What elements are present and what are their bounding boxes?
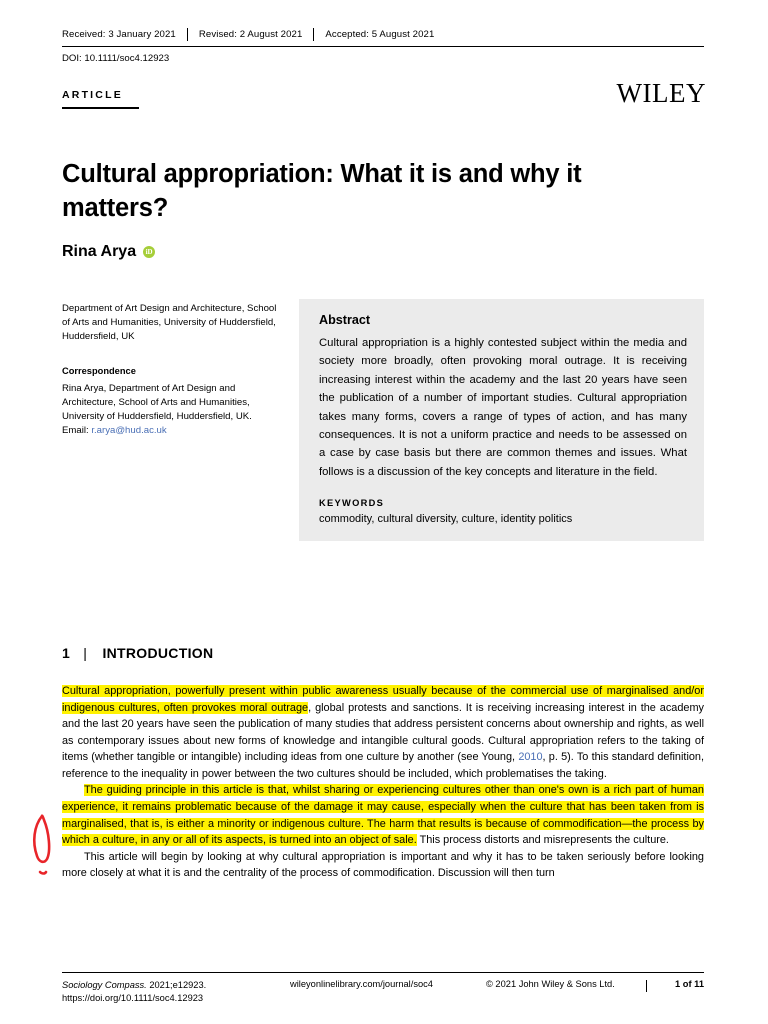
highlight-1: Cultural appropriation, powerfully present within public awareness usually because of the commercial use of marginalised and/or indigenous cultures (62, 685, 704, 714)
correspondence-heading: Correspondence (62, 366, 136, 376)
article-type-underline (62, 107, 139, 109)
highlight-2: often provokes moral outrage (163, 701, 309, 714)
footer-doi-url[interactable]: https://doi.org/10.1111/soc4.12923 (62, 993, 204, 1004)
paragraph-2 (62, 782, 704, 848)
citation-info: 2021;e12923. (146, 980, 207, 990)
paragraph-1 (62, 683, 704, 782)
highlight-3: The guiding principle in this article is that, whilst sharing or experiencing cultures other than one's own is a rich part of human experience, it remains problematic because of the damage it may cause, especially when the culture that has been taken from is marginalised, that is, is either a minority or indigenous culture. The harm that results is because of commodification—the process by which a culture, in any or all of its aspects, is turned into an object of sale. (62, 784, 704, 847)
abstract-text: Cultural appropriation is a highly contested subject within the media and society more broadly, often provoking moral outrage. It is receiving increasing interest within the academy and the last 20 years have seen the publication of a number of important studies. Cultural appropriation takes many forms, covers a range of types of action, and has many consequences. It is not a uniform practice and needs to be assessed on a case by case basis but there are common themes and issues. What follows is a discussion of the key concepts and literature in the field. (319, 337, 687, 478)
email-link[interactable]: r.arya@hud.ac.uk (91, 424, 167, 436)
correspondence-block (62, 382, 280, 438)
section-divider: | (83, 645, 88, 661)
wiley-logo (617, 78, 706, 109)
footer-page-number: 1 of 11 (646, 979, 704, 989)
author-name: Rina Arya (62, 243, 137, 260)
orcid-id-icon[interactable] (143, 246, 155, 258)
abstract-heading: Abstract (319, 313, 371, 327)
correspondence-text: Rina Arya, Department of Art Design and Architecture, School of Arts and Humanities, University of Huddersfield, Huddersfield, UK. (62, 383, 252, 422)
revised-date: Revised: 2 August 2021 (198, 29, 303, 40)
divider (313, 28, 314, 41)
reference-link-young-2010[interactable]: 2010 (518, 751, 543, 764)
journal-name: Sociology Compass. (62, 980, 147, 990)
paragraph-2-rest: This process distorts and misrepresents the culture. (416, 834, 669, 847)
keywords-list: commodity, cultural diversity, culture, identity politics (319, 513, 573, 526)
keywords-heading: KEYWORDS (319, 498, 385, 509)
footer-rule (62, 972, 704, 973)
section-title: INTRODUCTION (102, 645, 214, 661)
header-rule (62, 46, 704, 47)
paragraph-3: This article will begin by looking at why cultural appropriation is important and why it has to be taken seriously before looking more closely at what it is and the centrality of the process of commodification. Discussion will then turn (62, 850, 704, 880)
paragraph-1-rest-b: , p. 5). To this standard definition, reference to the inequality in power between the two cultures should be included, which problematises the taking. (62, 751, 704, 780)
footer-citation (62, 979, 290, 1006)
red-exclamation-annotation (26, 812, 70, 892)
received-date: Received: 3 January 2021 (62, 29, 176, 40)
author-block (62, 243, 155, 261)
footer-copyright: © 2021 John Wiley & Sons Ltd. (486, 979, 615, 989)
article-type-label: ARTICLE (62, 89, 123, 101)
body-text (62, 683, 704, 882)
abstract-box (299, 299, 704, 541)
accepted-date: Accepted: 5 August 2021 (325, 29, 435, 40)
divider (187, 28, 188, 41)
doi-line: DOI: 10.1111/soc4.12923 (62, 53, 170, 64)
publication-history (62, 28, 704, 46)
wiley-logo-text: WILEY (616, 78, 706, 108)
paragraph-1-rest-a: , global protests and sanctions. It is receiving increasing interest in the academy and the last 20 years have seen the publication of many studies that address persistent concerns about ownership and rights, as well as contemporary issues about new forms of knowledge and intangible cultural goods. Cultural appropriation refers to the taking of items (whether tangible or intangible) including ideas from one culture by another (see Young, (62, 701, 704, 764)
page-footer (62, 979, 704, 1006)
email-label: Email: (62, 424, 89, 436)
section-number: 1 (62, 645, 71, 661)
page-title: Cultural appropriation: What it is and why it matters? (62, 160, 582, 222)
affiliation: Department of Art Design and Architecture, School of Arts and Humanities, University of Huddersfield, Huddersfield, UK (62, 303, 277, 342)
highlight-sep: , (156, 701, 164, 714)
footer-site-link[interactable]: wileyonlinelibrary.com/journal/soc4 (290, 979, 433, 989)
section-heading (62, 645, 213, 661)
